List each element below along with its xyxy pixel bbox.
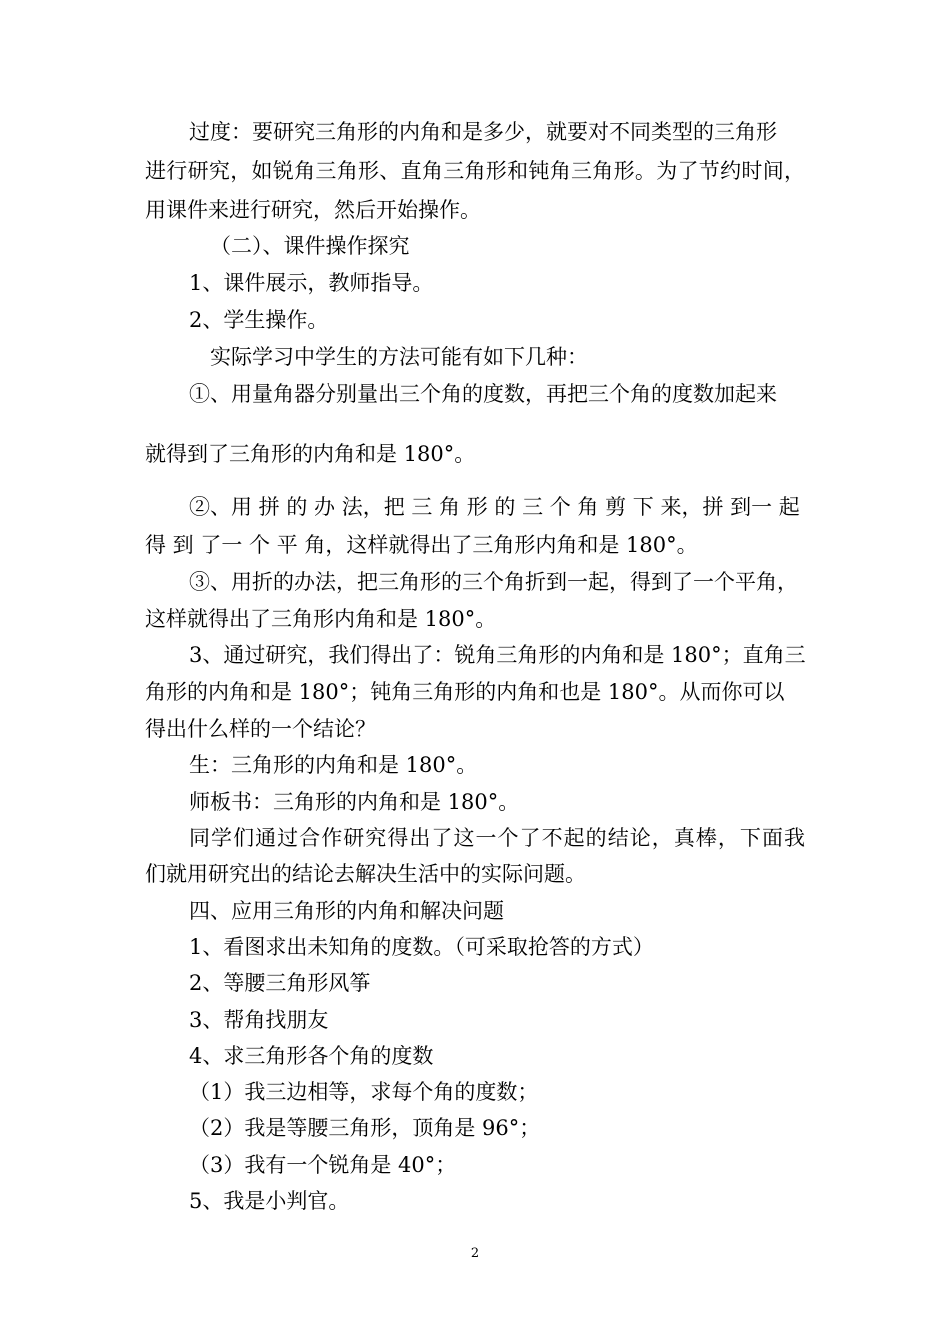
text-line: 1、看图求出未知角的度数。（可采取抢答的方式）	[189, 935, 654, 959]
section-heading: 四、应用三角形的内角和解决问题	[189, 899, 504, 923]
text-line: 3、帮角找朋友	[189, 1008, 329, 1032]
text-line: 过度：要研究三角形的内角和是多少，就要对不同类型的三角形	[189, 120, 777, 144]
text-line: 1、课件展示，教师指导。	[189, 271, 434, 295]
text-line: 用课件来进行研究，然后开始操作。	[145, 198, 481, 222]
text-line: 3、通过研究，我们得出了：锐角三角形的内角和是 180°；直角三	[189, 643, 806, 667]
text-line: ③、用折的办法，把三角形的三个角折到一起，得到了一个平角，	[189, 570, 798, 594]
text-line: 这样就得出了三角形内角和是 180°。	[145, 607, 497, 631]
text-line: 师板书：三角形的内角和是 180°。	[189, 790, 520, 814]
text-line: （2）我是等腰三角形，顶角是 96°；	[189, 1116, 541, 1140]
text-line: 得 到 了一 个 平 角，这样就得出了三角形内角和是 180°。	[145, 533, 698, 557]
text-line: 同学们通过合作研究得出了这一个了不起的结论，真棒，下面我	[189, 826, 805, 850]
text-line: 进行研究，如锐角三角形、直角三角形和钝角三角形。为了节约时间，	[145, 159, 805, 183]
text-line: 2、等腰三角形风筝	[189, 971, 371, 995]
text-line: （1）我三边相等，求每个角的度数；	[189, 1080, 539, 1104]
text-line: 2、学生操作。	[189, 308, 329, 332]
text-line: 实际学习中学生的方法可能有如下几种：	[210, 345, 588, 369]
text-line: 角形的内角和是 180°；钝角三角形的内角和也是 180°。从而你可以	[145, 680, 785, 704]
text-line: 就得到了三角形的内角和是 180°。	[145, 442, 476, 466]
text-line: 们就用研究出的结论去解决生活中的实际问题。	[145, 862, 586, 886]
text-line: 得出什么样的一个结论？	[145, 717, 376, 741]
text-line: ①、用量角器分别量出三个角的度数，再把三个角的度数加起来	[189, 382, 777, 406]
text-line: 生：三角形的内角和是 180°。	[189, 753, 478, 777]
text-line: （3）我有一个锐角是 40°；	[189, 1153, 457, 1177]
text-line: 5、我是小判官。	[189, 1189, 350, 1213]
text-line: 4、求三角形各个角的度数	[189, 1044, 434, 1068]
text-line: ②、用 拼 的 办 法，把 三 角 形 的 三 个 角 剪 下 来，拼 到一 起	[189, 495, 800, 519]
section-heading: （二）、课件操作探究	[210, 234, 410, 258]
page-number: 2	[470, 1246, 480, 1261]
